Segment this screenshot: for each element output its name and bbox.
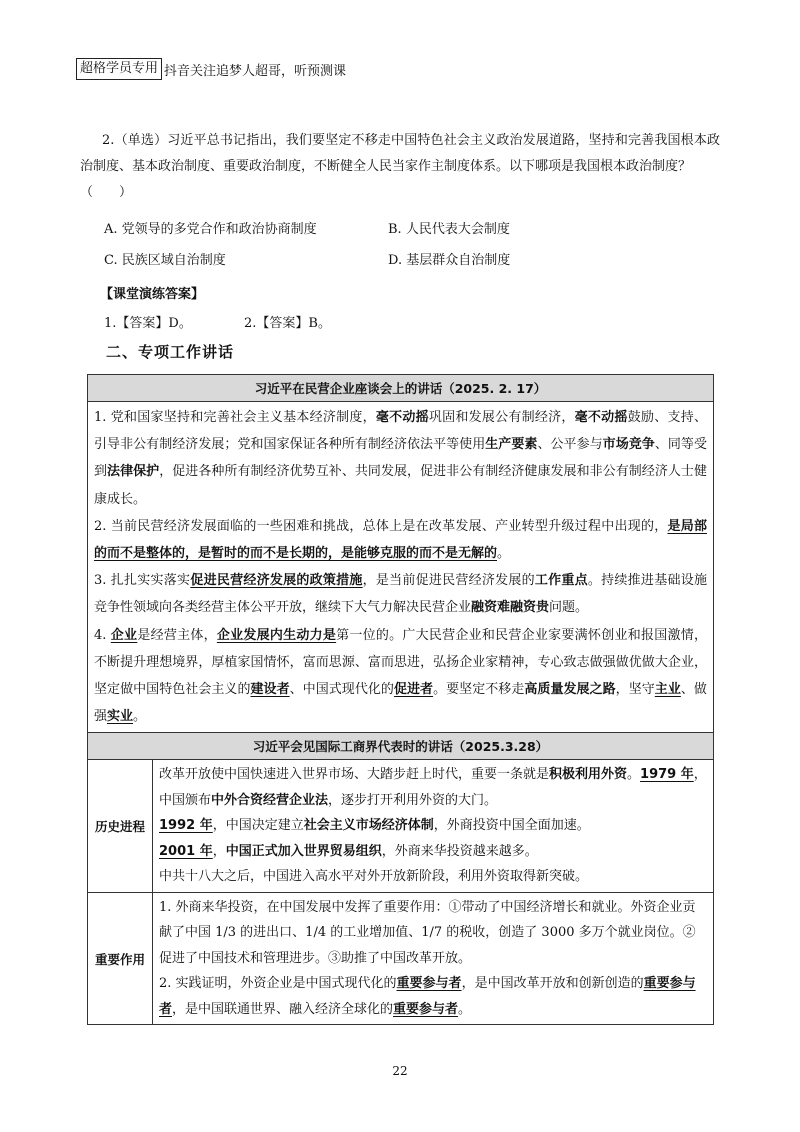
answers-line [104,312,331,331]
page-header [76,58,346,80]
speech1-para-4: 4. 企业是经营主体，企业发展内生动力是第一位的。广大民营企业和民营企业家要满怀创业和报国激情，不断提升理想境界，厚植家国情怀，富而思源、富而思进，弘扬企业家精神，专心致志做强做优做大企业，坚定做中国特色社会主义的建设者、中国式现代化的促进者。要坚定不移走高质量发展之路，坚守主业、做强实业。 [94,627,707,725]
role-para-1: 1. 外商来华投资，在中国发展中发挥了重要作用：①带动了中国经济增长和就业。外资企业贡献了中国 1/3 的进出口、1/4 的工业增加值、1/7 的税收，创造了 3000 多万个就业岗位。②促进了中国技术和管理进步。③助推了中国改革开放。 [159,899,696,966]
role-label: 重要作用 [88,892,153,1025]
header-tag: 超格学员专用 [76,58,162,80]
speech1-para-3: 3. 扎扎实实落实促进民营经济发展的政策措施，是当前促进民营经济发展的工作重点。持续推进基础设施竞争性领域向各类经营主体公平开放，继续下大气力解决民营企业融资难融资贵问题。 [94,573,707,616]
history-line-1: 改革开放使中国快速进入世界市场、大踏步赶上时代，重要一条就是积极利用外资。1979 年，中国颁布中外合资经营企业法，逐步打开利用外资的大门。 [159,767,707,808]
history-content [153,760,714,893]
speech2-title: 习近平会见国际工商界代表时的讲话（2025.3.28） [88,733,714,760]
history-line-2: 1992 年，中国决定建立社会主义市场经济体制，外商投资中国全面加速。 [159,818,590,834]
question-options [104,212,724,274]
page-number: 22 [392,1064,408,1078]
answers-title: 【课堂演练答案】 [100,287,205,302]
speech1-para-1: 1. 党和国家坚持和完善社会主义基本经济制度，毫不动摇巩固和发展公有制经济，毫不动摇鼓励、支持、引导非公有制经济发展；党和国家保证各种所有制经济依法平等使用生产要素、公平参与市场竞争、同等受到法律保护，促进各种所有制经济优势互补、共同发展，促进非公有制经济健康发展和非公有制经济人士健康成长。 [94,410,707,507]
option-b: B. 人民代表大会制度 [388,222,510,237]
speech-table [87,374,714,1025]
history-label: 历史进程 [88,760,153,893]
question-2 [80,128,720,206]
answer-1: 1.【答案】D。 [104,316,192,331]
answer-2: 2.【答案】B。 [244,316,331,331]
section-title: 二、专项工作讲话 [106,343,235,361]
option-d: D. 基层群众自治制度 [388,253,511,268]
header-text: 抖音关注追梦人超哥，听预测课 [164,63,347,79]
role-para-2: 2. 实践证明，外资企业是中国式现代化的重要参与者，是中国改革开放和创新创造的重要参与者，是中国联通世界、融入经济全球化的重要参与者。 [159,976,696,1017]
question-stem: 2.（单选）习近平总书记指出，我们要坚定不移走中国特色社会主义政治发展道路，坚持和完善我国根本政治制度、基本政治制度、重要政治制度，不断健全人民当家作主制度体系。以下哪项是我国根本政治制度？ [80,133,720,174]
role-content [153,892,714,1025]
question-blank: （ ） [80,185,133,200]
option-a: A. 党领导的多党合作和政治协商制度 [104,222,317,237]
speech1-para-2: 2. 当前民营经济发展面临的一些困难和挑战，总体上是在改革发展、产业转型升级过程中出现的，是局部的而不是整体的，是暂时的而不是长期的，是能够克服的而不是无解的。 [94,518,707,562]
speech1-title: 习近平在民营企业座谈会上的讲话（2025. 2. 17） [88,375,714,402]
speech1-body [88,402,714,733]
history-line-3: 2001 年，中国正式加入世界贸易组织，外商来华投资越来越多。 [159,843,538,859]
history-line-4: 中共十八大之后，中国进入高水平对外开放新阶段，利用外资取得新突破。 [159,869,589,885]
option-c: C. 民族区域自治制度 [104,253,226,268]
